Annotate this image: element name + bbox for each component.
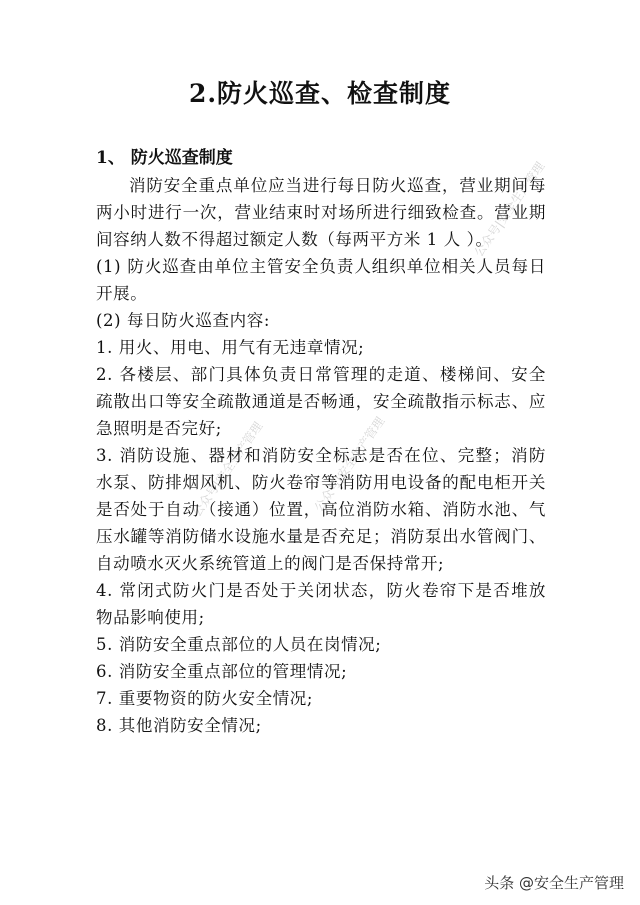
list-item: 7. 重要物资的防火安全情况; [96,689,314,708]
list-item: 3. 消防设施、器材和消防安全标志是否在位、完整；消防水泵、防排烟风机、防火卷帘等消防用电设备的配电柜开关是否处于自动（接通）位置，高位消防水箱、消防水池、气压水罐等消防储水设施水量是否充足；消防泵出水管阀门、自动喷水灭火系统管道上的阀门是否保持常开; [96,446,546,573]
watermark: 公众号|安全生产管理 [471,159,548,260]
list-item: 6. 消防安全重点部位的管理情况; [96,662,348,681]
source-credit: 头条 @安全生产管理 [484,874,624,892]
list-item: 4. 常闭式防火门是否处于关闭状态，防火卷帘下是否堆放物品影响使用; [96,581,546,627]
paragraph-intro: 消防安全重点单位应当进行每日防火巡查，营业期间每两小时进行一次，营业结束时对场所进行细致检查。营业期间容纳人数不得超过额定人数（每两平方米 1 人 ）。 [96,176,546,249]
list-item: 1. 用火、用电、用气有无违章情况; [96,338,365,357]
watermark: 公众号|安全生产管理 [311,414,388,515]
document-body [96,172,546,739]
document-title: 2.防火巡查、检查制度 [188,79,452,108]
watermark: 公众号|安全生产管理 [189,419,266,520]
paragraph-item-2: (2) 每日防火巡查内容: [96,311,270,330]
list-item: 5. 消防安全重点部位的人员在岗情况; [96,635,382,654]
list-item: 2. 各楼层、部门具体负责日常管理的走道、楼梯间、安全疏散出口等安全疏散通道是否畅通，安全疏散指示标志、应急照明是否完好; [96,365,546,438]
paragraph-item-1: (1) 防火巡查由单位主管安全负责人组织单位相关人员每日开展。 [96,257,546,303]
list-item: 8. 其他消防安全情况; [96,716,262,735]
section-heading: 1、 防火巡查制度 [96,148,233,168]
